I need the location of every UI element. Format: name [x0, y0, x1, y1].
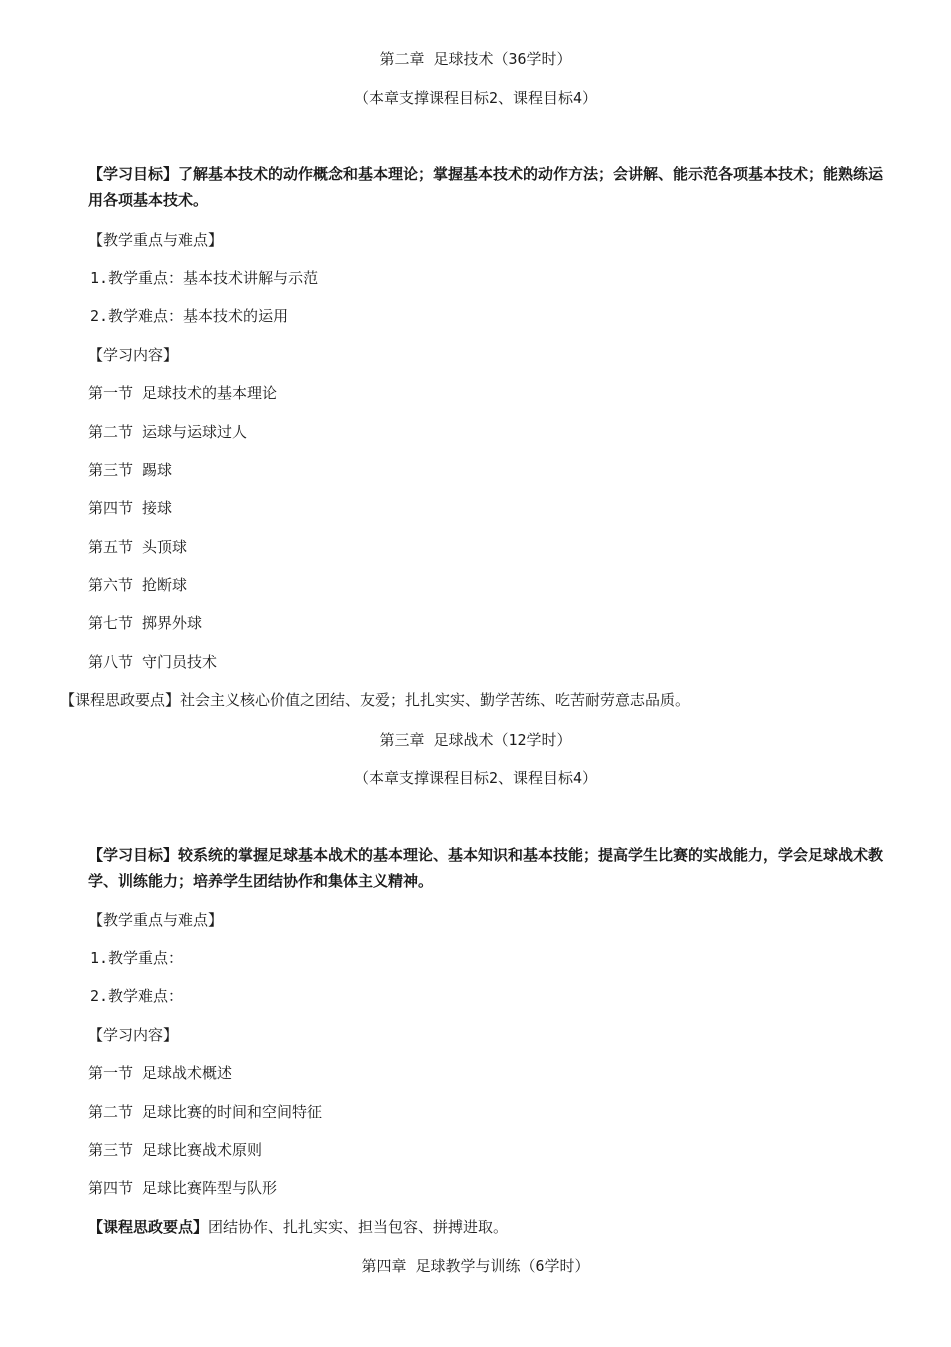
chapter3-ideology	[88, 1217, 508, 1237]
ideology-label: 【课程思政要点】	[60, 691, 181, 709]
ideology-label: 【课程思政要点】	[88, 1218, 209, 1236]
chapter2-section: 第四节 接球	[88, 499, 173, 517]
chapter2-section: 第一节 足球技术的基本理论	[88, 384, 278, 402]
chapter2-key-heading: 【教学重点与难点】	[88, 231, 224, 249]
chapter3-learning-goal	[88, 842, 894, 894]
chapter2-difficulty: 2.教学难点：基本技术的运用	[90, 307, 289, 325]
chapter2-section: 第三节 踢球	[88, 461, 173, 479]
chapter2-content-heading: 【学习内容】	[88, 346, 179, 364]
goal-label: 【学习目标】	[88, 846, 179, 864]
chapter2-support-note: （本章支撑课程目标2、课程目标4）	[353, 89, 598, 107]
ideology-text: 团结协作、扎扎实实、担当包容、拼搏进取。	[208, 1218, 509, 1236]
chapter3-section: 第三节 足球比赛战术原则	[88, 1141, 263, 1159]
chapter3-section: 第二节 足球比赛的时间和空间特征	[88, 1103, 323, 1121]
chapter3-key-heading: 【教学重点与难点】	[88, 911, 224, 929]
ideology-text: 社会主义核心价值之团结、友爱；扎扎实实、勤学苦练、吃苦耐劳意志品质。	[180, 691, 691, 709]
chapter3-title: 第三章 足球战术（12学时）	[379, 731, 572, 749]
chapter3-support-note: （本章支撑课程目标2、课程目标4）	[353, 769, 598, 787]
chapter2-section: 第八节 守门员技术	[88, 653, 218, 671]
chapter3-section: 第四节 足球比赛阵型与队形	[88, 1179, 278, 1197]
chapter3-content-heading: 【学习内容】	[88, 1026, 179, 1044]
chapter2-section: 第五节 头顶球	[88, 538, 188, 556]
chapter3-section: 第一节 足球战术概述	[88, 1064, 233, 1082]
chapter3-difficulty: 2.教学难点：	[90, 987, 184, 1005]
chapter2-section: 第二节 运球与运球过人	[88, 423, 248, 441]
chapter2-learning-goal	[88, 161, 894, 213]
goal-label: 【学习目标】	[88, 165, 179, 183]
goal-text: 较系统的掌握足球基本战术的基本理论、基本知识和基本技能；提高学生比赛的实战能力，学会足球战术教学、训练能力；培养学生团结协作和集体主义精神。	[88, 846, 884, 890]
chapter2-section: 第七节 掷界外球	[88, 614, 203, 632]
chapter3-key-point: 1.教学重点：	[90, 949, 184, 967]
chapter2-section: 第六节 抢断球	[88, 576, 188, 594]
chapter2-key-point: 1.教学重点：基本技术讲解与示范	[90, 269, 319, 287]
chapter2-ideology	[60, 690, 690, 710]
chapter4-title: 第四章 足球教学与训练（6学时）	[361, 1257, 590, 1275]
goal-text: 了解基本技术的动作概念和基本理论；掌握基本技术的动作方法；会讲解、能示范各项基本技术；能熟练运用各项基本技术。	[88, 165, 884, 209]
chapter2-title: 第二章 足球技术（36学时）	[379, 50, 572, 68]
